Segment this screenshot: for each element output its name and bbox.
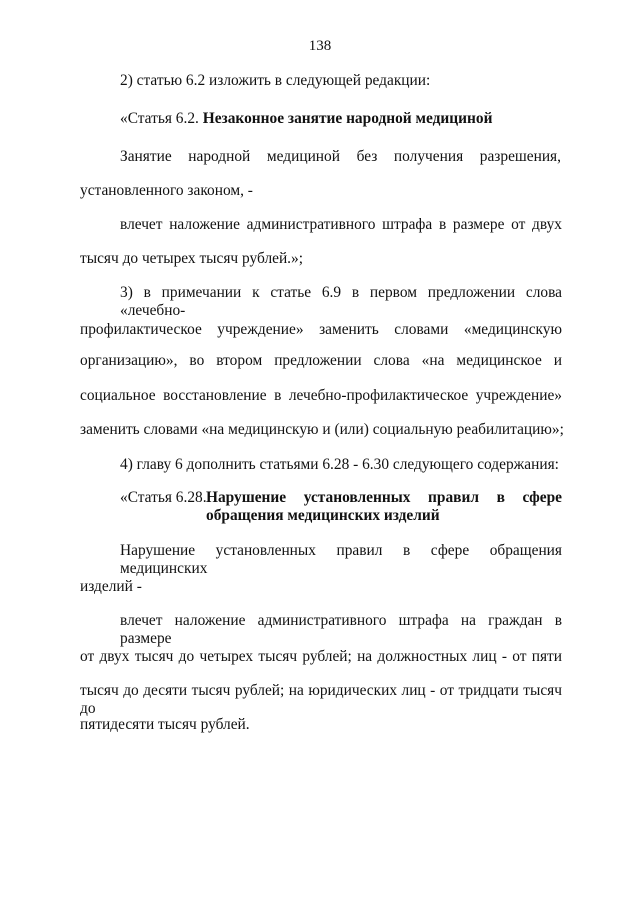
article-6-28-title-line1: Нарушение установленных правил в сфере [206, 489, 562, 506]
item3-line2: профилактическое учреждение» заменить словами «медицинскую [80, 321, 562, 338]
item3-line4: социальное восстановление в лечебно-профилактическое учреждение» [80, 387, 562, 404]
article-6-28-para2-line3: тысяч до десяти тысяч рублей; на юридических лиц - от тридцати тысяч до [80, 682, 562, 717]
article-6-28-para2-line2: от двух тысяч до четырех тысяч рублей; на должностных лиц - от пяти [80, 648, 562, 665]
article-6-28-para2-line4: пятидесяти тысяч рублей. [80, 716, 250, 733]
item3-line5: заменить словами «на медицинскую и (или) социальную реабилитацию»; [80, 421, 564, 438]
article-6-28-title-line2: обращения медицинских изделий [206, 507, 440, 524]
article-6-2-para2-line1: влечет наложение административного штрафа в размере от двух [120, 216, 562, 233]
article-6-2-title: Незаконное занятие народной медициной [202, 110, 493, 127]
article-6-2-heading [120, 110, 492, 128]
item3-line3: организацию», во втором предложении слова «на медицинское и [80, 352, 562, 369]
article-6-2-para1-line2: установленного законом, - [80, 182, 253, 199]
item3-line1: 3) в примечании к статье 6.9 в первом предложении слова «лечебно- [120, 284, 562, 319]
article-6-28-para1-line2: изделий - [80, 578, 142, 595]
article-6-28-para1-line1: Нарушение установленных правил в сфере обращения медицинских [120, 542, 562, 577]
article-6-2-para2-line2: тысяч до четырех тысяч рублей.»; [80, 250, 304, 267]
article-6-28-prefix: «Статья 6.28. [120, 489, 207, 506]
page-number: 138 [308, 38, 332, 54]
article-6-2-prefix: «Статья 6.2. [120, 110, 199, 127]
item2-intro: 2) статью 6.2 изложить в следующей редакции: [120, 72, 431, 89]
article-6-28-para2-line1: влечет наложение административного штрафа на граждан в размере [120, 612, 562, 647]
item4-intro: 4) главу 6 дополнить статьями 6.28 - 6.30 следующего содержания: [120, 456, 559, 473]
article-6-2-para1-line1: Занятие народной медициной без получения разрешения, [120, 148, 561, 165]
